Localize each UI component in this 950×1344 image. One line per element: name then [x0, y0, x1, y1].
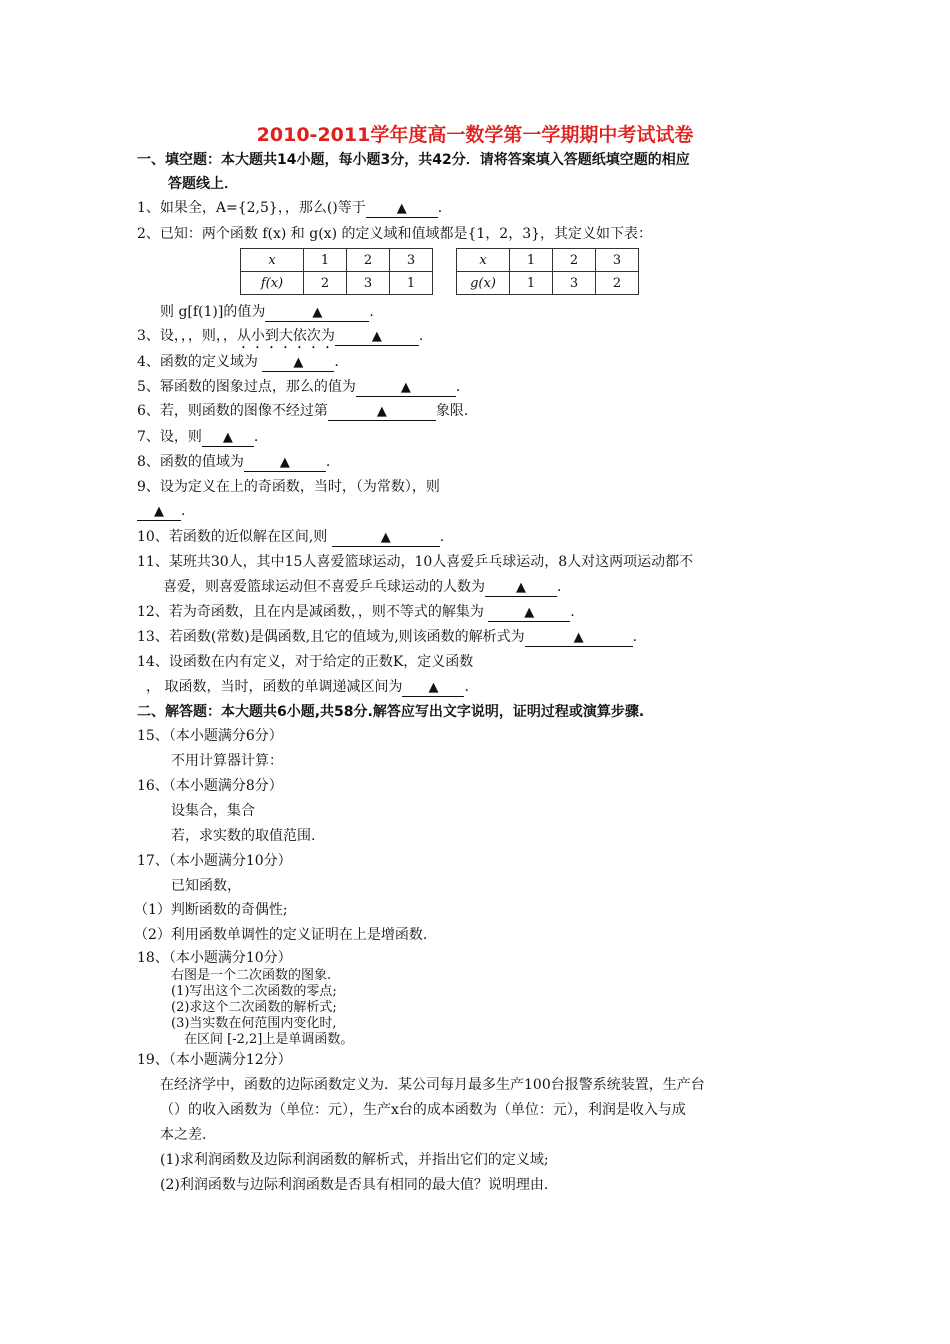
exam-title: 2010-2011学年度高一数学第一学期期中考试试卷 — [256, 124, 694, 146]
answer-blank[interactable] — [244, 454, 326, 472]
table-cell: 3 — [553, 272, 596, 295]
triangle-marker: ▲ — [293, 355, 304, 370]
question-17-body: 已知函数， — [171, 878, 241, 894]
table-cell: 3 — [596, 249, 639, 272]
answer-blank[interactable] — [332, 529, 440, 547]
question-7: 7、设，则 ▲ . — [137, 429, 259, 445]
triangle-marker: ▲ — [312, 305, 323, 320]
question-18-part: (1)写出这个二次函数的零点; — [171, 984, 337, 999]
question-15-head: 15、（本小题满分6分） — [137, 728, 283, 744]
question-12: 12、若为奇函数，且在内是减函数，，则不等式的解集为 ▲ . — [137, 604, 575, 620]
question-16-body: 若，求实数的取值范围. — [171, 828, 316, 844]
triangle-marker: ▲ — [396, 201, 407, 216]
question-9: 9、设为定义在上的奇函数，当时，（为常数），则 — [137, 479, 440, 495]
table-cell: 2 — [596, 272, 639, 295]
table-cell: f(x) — [241, 272, 304, 295]
answer-blank[interactable] — [485, 579, 557, 597]
triangle-marker: ▲ — [380, 530, 391, 545]
question-5: 5、幂函数的图象过点，那么的值为 ▲ . — [137, 379, 461, 395]
question-18-part: 在区间 [-2,2]上是单调函数。 — [184, 1032, 354, 1047]
question-11-cont: 喜爱，则喜爱篮球运动但不喜爱乒乓球运动的人数为 ▲ . — [163, 579, 562, 595]
question-8: 8、函数的值域为 ▲ . — [137, 454, 331, 470]
answer-blank[interactable] — [137, 503, 181, 521]
question-14-cont: ， 取函数，当时，函数的单调递减区间为 ▲ . — [146, 679, 469, 695]
question-19-body: 本之差. — [160, 1127, 207, 1143]
question-18-body: 右图是一个二次函数的图象. — [171, 968, 332, 983]
table-cell: 1 — [510, 249, 553, 272]
table-cell: 1 — [390, 272, 433, 295]
question-17-part: （2）利用函数单调性的定义证明在上是增函数. — [134, 927, 428, 943]
answer-blank[interactable] — [202, 429, 254, 447]
question-6: 6、若，则函数的图像不经过第 ▲ 象限. — [137, 403, 469, 419]
triangle-marker: ▲ — [400, 380, 411, 395]
table-cell: 1 — [510, 272, 553, 295]
table-g — [456, 248, 639, 295]
triangle-marker: ▲ — [279, 455, 290, 470]
answer-blank[interactable] — [335, 328, 419, 346]
triangle-marker: ▲ — [376, 404, 387, 419]
table-cell: 2 — [347, 249, 390, 272]
table-cell: g(x) — [457, 272, 510, 295]
answer-blank[interactable] — [525, 629, 633, 647]
answer-blank[interactable] — [328, 403, 436, 421]
section1-heading-cont: 答题线上． — [168, 176, 238, 192]
question-15-body: 不用计算器计算： — [171, 753, 283, 769]
question-17-head: 17、（本小题满分10分） — [137, 853, 292, 869]
table-cell: 1 — [304, 249, 347, 272]
question-10: 10、若函数的近似解在区间,则 ▲ . — [137, 529, 445, 545]
table-f — [240, 248, 433, 295]
question-2: 2、已知：两个函数 f(x) 和 g(x) 的定义域和值域都是{1，2，3}，其定义如下表： — [137, 226, 653, 242]
question-1: 1、如果全，A={2,5}，，那么()等于 ▲ . — [137, 200, 443, 216]
table-cell: 2 — [553, 249, 596, 272]
triangle-marker: ▲ — [428, 680, 439, 695]
answer-blank[interactable] — [366, 200, 438, 218]
question-19-part: (1)求利润函数及边际利润函数的解析式，并指出它们的定义域; — [160, 1152, 549, 1168]
triangle-marker: ▲ — [516, 580, 526, 595]
question-11: 11、某班共30人，其中15人喜爱篮球运动，10人喜爱乒乓球运动，8人对这两项运动都不 — [137, 554, 694, 570]
table-cell: x — [457, 249, 510, 272]
triangle-marker: ▲ — [154, 504, 164, 519]
question-18-part: (3)当实数在何范围内变化时, — [171, 1016, 337, 1031]
question-19-body: 在经济学中，函数的边际函数定义为．某公司每月最多生产100台报警系统装置，生产台 — [160, 1077, 705, 1093]
question-19-part: (2)利润函数与边际利润函数是否具有相同的最大值？说明理由. — [160, 1177, 549, 1193]
question-18-part: (2)求这个二次函数的解析式; — [171, 1000, 337, 1015]
question-16-head: 16、（本小题满分8分） — [137, 778, 283, 794]
table-cell: 3 — [347, 272, 390, 295]
section1-heading: 一、填空题：本大题共14小题，每小题3分，共42分．请将答案填入答题纸填空题的相应 — [137, 152, 690, 168]
answer-blank[interactable] — [488, 604, 570, 622]
question-17-part: （1）判断函数的奇偶性; — [134, 902, 288, 918]
triangle-marker: ▲ — [573, 630, 584, 645]
question-13: 13、若函数(常数)是偶函数,且它的值域为,则该函数的解析式为 ▲ . — [137, 629, 638, 645]
question-2-answer: 则 g[f(1)]的值为 ▲ . — [160, 304, 374, 320]
question-14: 14、设函数在内有定义，对于给定的正数K，定义函数 — [137, 654, 474, 670]
question-19-body: （）的收入函数为（单位：元），生产x台的成本函数为（单位：元），利润是收入与成 — [160, 1102, 686, 1118]
section2-heading: 二、解答题：本大题共6小题,共58分.解答应写出文字说明，证明过程或演算步骤. — [137, 704, 645, 720]
answer-blank[interactable] — [402, 679, 464, 697]
question-16-body: 设集合，集合 — [171, 803, 255, 819]
triangle-marker: ▲ — [371, 329, 382, 344]
question-4: 4、函数的定义域为 ▲ . — [137, 354, 339, 370]
answer-blank[interactable] — [262, 354, 334, 372]
table-cell: 2 — [304, 272, 347, 295]
triangle-marker: ▲ — [524, 605, 535, 620]
question-9-answer: ▲ . — [137, 501, 185, 521]
table-cell: x — [241, 249, 304, 272]
question-18-head: 18、（本小题满分10分） — [137, 950, 292, 966]
question-3: 3、设，，，则，，从小到大依次为 ▲ . — [137, 328, 424, 344]
answer-blank[interactable] — [356, 379, 456, 397]
question-19-head: 19、（本小题满分12分） — [137, 1052, 292, 1068]
table-cell: 3 — [390, 249, 433, 272]
answer-blank[interactable] — [265, 304, 369, 322]
triangle-marker: ▲ — [222, 430, 233, 445]
